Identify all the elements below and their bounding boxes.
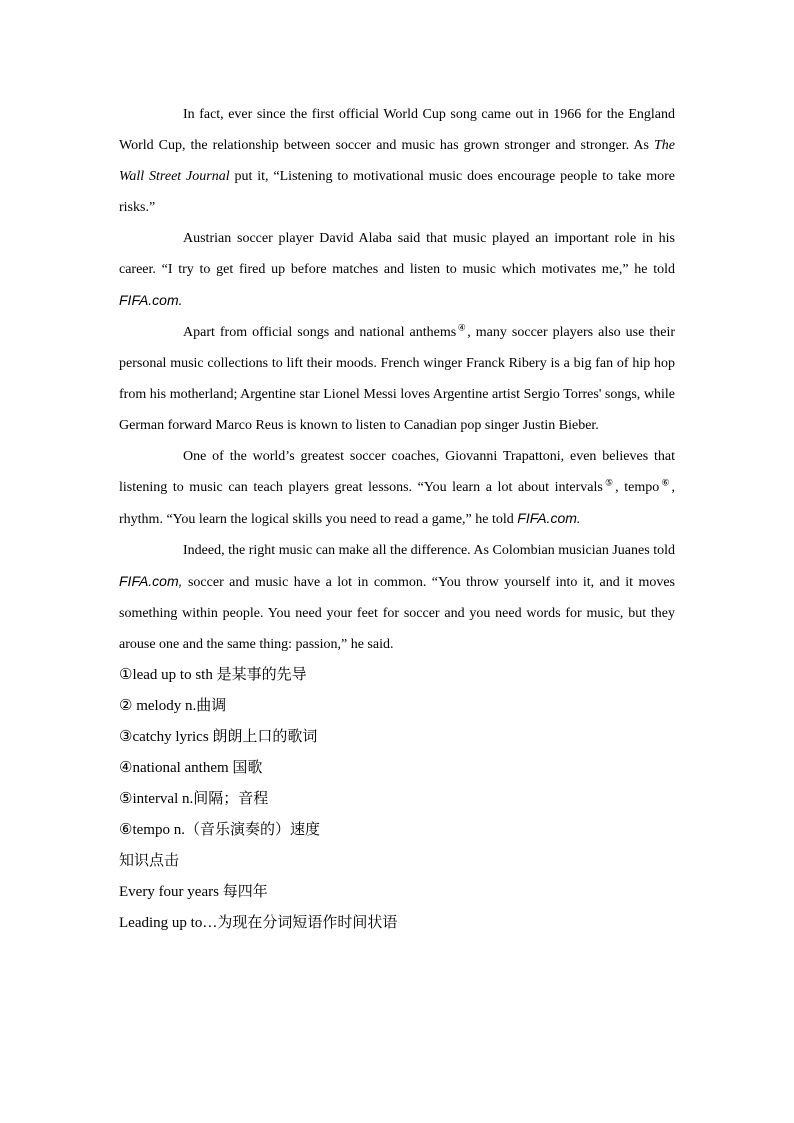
site-name: FIFA.com. (517, 510, 581, 526)
paragraph-5-text-b: soccer and music have a lot in common. “You throw yourself into it, and it moves something within people. You need your feet for soccer and you need words for music, but they arouse one and the same thing: passion,” he said. (119, 575, 675, 652)
paragraph-5-text-a: Indeed, the right music can make all the difference. As Colombian musician Juanes told (183, 543, 675, 558)
paragraph-1-text-b: put it, “Listening to motivational music does encourage people to take more risks.” (119, 169, 675, 215)
paragraph-3 (119, 317, 675, 441)
paragraph-3-text-b: , many soccer players also use their personal music collections to lift their moods. French winger Franck Ribery is a big fan of hip hop from his motherland; Argentine star Lionel Messi loves Argentine artist Sergio Torres' songs, while German forward Marco Reus is known to listen to Canadian pop singer Justin Bieber. (119, 325, 675, 433)
paragraph-4-text-b: , tempo (615, 480, 660, 495)
paragraph-3-text-a: Apart from official songs and national anthems (183, 325, 457, 340)
site-name: FIFA.com. (119, 292, 183, 308)
paragraph-4 (119, 441, 675, 535)
note-item: Leading up to…为现在分词短语作时间状语 (119, 915, 398, 931)
note-item: Every four years 每四年 (119, 884, 268, 900)
glossary-item: ④national anthem 国歌 (119, 760, 263, 776)
site-name: FIFA.com, (119, 573, 183, 589)
footnote-mark-5: ⑤ (602, 477, 616, 488)
glossary-list (119, 660, 675, 846)
glossary-item: ⑥tempo n.（音乐演奏的）速度 (119, 822, 320, 838)
paragraph-4-text-c: , rhythm. “You learn the logical skills you need to read a game,” he told (119, 480, 675, 527)
glossary-item: ①lead up to sth 是某事的先导 (119, 667, 307, 683)
glossary-item: ② melody n.曲调 (119, 698, 227, 714)
paragraph-2-text: Austrian soccer player David Alaba said that music played an important role in his career. “I try to get fired up before matches and listen to music which motivates me,” he told (119, 231, 675, 277)
footnote-mark-4: ④ (456, 322, 468, 333)
notes-heading: 知识点击 (119, 853, 180, 869)
glossary-item: ⑤interval n.间隔；音程 (119, 791, 269, 807)
paragraph-4-text-a: One of the world’s greatest soccer coaches, Giovanni Trapattoni, even believes that listening to music can teach players great lessons. “You learn a lot about intervals (119, 449, 675, 495)
paragraph-2 (119, 223, 675, 317)
glossary-item: ③catchy lyrics 朗朗上口的歌词 (119, 729, 318, 745)
paragraph-1 (119, 99, 675, 223)
paragraph-1-text-a: In fact, ever since the first official World Cup song came out in 1966 for the England World Cup, the relationship between soccer and music has grown stronger and stronger. As (119, 107, 675, 153)
knowledge-notes (119, 846, 675, 939)
footnote-mark-6: ⑥ (659, 477, 672, 488)
paragraph-5 (119, 535, 675, 660)
source-title: The Wall Street Journal (119, 138, 675, 184)
document-page (119, 99, 675, 939)
